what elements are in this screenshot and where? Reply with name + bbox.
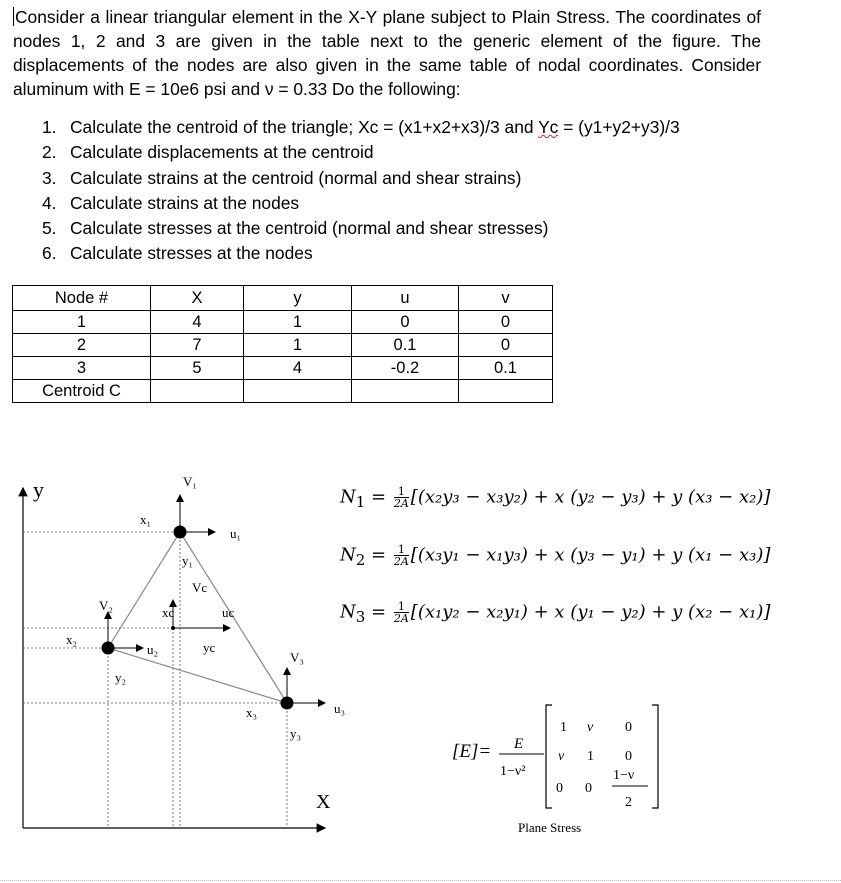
label-yc: yc (203, 640, 216, 655)
svg-text:0: 0 (585, 781, 592, 796)
label-uc: uc (222, 605, 235, 620)
table-header-row (13, 286, 553, 311)
svg-text:1: 1 (587, 749, 594, 764)
table-row: 3 5 4 -0.2 0.1 (13, 357, 553, 380)
header-x: X (151, 286, 244, 311)
page-bottom-rule (0, 880, 841, 881)
table-row: Centroid C (13, 380, 553, 403)
matrix-caption: Plane Stress (518, 820, 582, 835)
problem-statement (13, 5, 761, 101)
text-cursor (13, 7, 14, 26)
task-item: 5. Calculate stresses at the centroid (normal and shear stresses) (42, 218, 549, 239)
guide-lines (23, 532, 287, 828)
task-item: 4. Calculate strains at the nodes (42, 192, 300, 213)
nodal-table (12, 285, 553, 403)
task-item: 6. Calculate stresses at the nodes (42, 243, 313, 264)
header-node: Node # (13, 286, 151, 311)
task-list (42, 115, 680, 267)
matrix-bracket-right (652, 705, 658, 808)
header-u: u (352, 286, 459, 311)
label-x1: x₁ (140, 512, 152, 527)
label-v1: V₁ (183, 474, 197, 489)
triangle-element (108, 532, 287, 703)
svg-text:1−ν: 1−ν (613, 768, 635, 783)
label-u2: u₂ (147, 642, 159, 657)
task-item: 3. Calculate strains at the centroid (normal and shear strains) (42, 167, 522, 188)
svg-text:2: 2 (625, 795, 632, 810)
label-xc: xc (162, 605, 175, 620)
svg-text:1: 1 (560, 720, 567, 735)
header-v: v (459, 286, 553, 311)
label-u1: u₁ (230, 526, 242, 541)
y-axis-label: y (33, 477, 44, 502)
equation-n3: $N_3$ = $\frac{1}{2A}$ [(x₁y₂ − x₂y₁) + x (y₁ − y₂) + y (x₂ − x₁)] (340, 600, 771, 627)
task-item: 1. Calculate the centroid of the triangle; Xc = (x1+x2+x3)/3 and Yc = (y1+y2+y3)/3 (42, 117, 680, 137)
table-row: 2 7 1 0.1 0 (13, 334, 553, 357)
problem-paragraph: Consider a linear triangular element in the X-Y plane subject to Plain Stress. The coordinates of nodes 1, 2 and 3 are given in the table next to the generic element of the figure. The displacements of the nodes are also given in the same table of nodal coordinates. Consider aluminum with E = 10e6 psi and ν = 0.33 Do the following: (13, 7, 761, 99)
svg-text:0: 0 (625, 720, 632, 735)
equation-n2: $N_2$ = $\frac{1}{2A}$ [(x₃y₁ − x₁y₃) + x (y₃ − y₁) + y (x₁ − x₃)] (340, 543, 771, 570)
label-v3: V₃ (290, 650, 304, 665)
label-y2: y₂ (115, 670, 127, 685)
svg-text:0: 0 (625, 749, 632, 764)
matrix-coef-den: 1−ν² (500, 764, 526, 779)
matrix-bracket-left (546, 705, 552, 808)
x-axis-label: X (316, 791, 331, 813)
header-y: y (244, 286, 352, 311)
label-y1: y₁ (182, 553, 194, 568)
label-v2: V₂ (99, 598, 113, 613)
label-y3: y₃ (290, 726, 302, 741)
matrix-lhs: [E]= (452, 741, 492, 762)
label-x3: x₃ (246, 705, 258, 720)
table-row: 1 4 1 0 0 (13, 311, 553, 334)
spellcheck-word: Yc (538, 117, 559, 137)
svg-text:ν: ν (587, 720, 594, 735)
svg-text:0: 0 (556, 781, 563, 796)
element-figure (0, 455, 841, 880)
equation-n1: $N_1$ = $\frac{1}{2A}$ [(x₂y₃ − x₃y₂) + x (y₂ − y₃) + y (x₃ − x₂)] (340, 485, 771, 512)
svg-text:ν: ν (558, 749, 565, 764)
label-x2: x₂ (66, 632, 78, 647)
label-u3: u₃ (334, 701, 346, 716)
task-item: 2. Calculate displacements at the centroid (42, 142, 374, 163)
elasticity-matrix (452, 705, 658, 835)
label-vc: Vc (192, 580, 208, 595)
matrix-coef-num: E (514, 736, 524, 752)
